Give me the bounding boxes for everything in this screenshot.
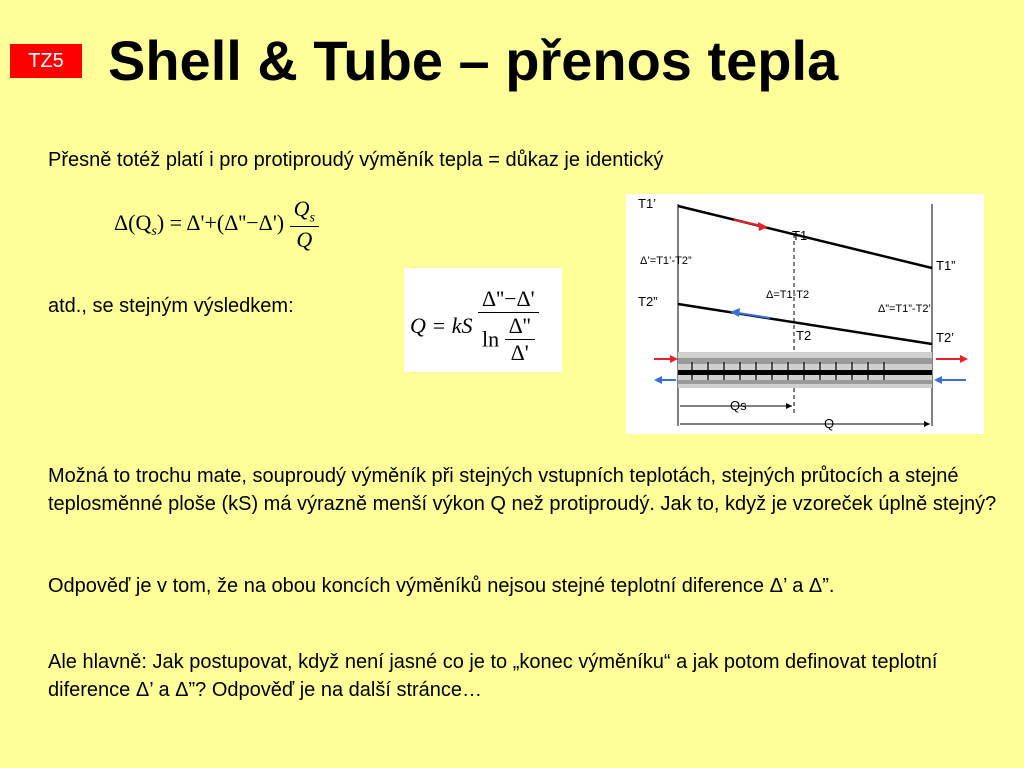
label-delta-mid: Δ=T1-T2 [766, 289, 810, 301]
formula1-num-sub: s [309, 210, 315, 226]
label-t1-double: T1” [936, 258, 956, 273]
label-t2-double: T2” [638, 294, 658, 309]
diagram-svg [626, 194, 984, 434]
formula1-rhs: ) = Δ'+(Δ''−Δ') [156, 209, 285, 235]
tube-wall [678, 370, 932, 375]
cold-flow-arrowhead [730, 308, 740, 317]
label-t1-prime: T1’ [638, 196, 657, 211]
formula1-lhs: Δ(Q [114, 209, 152, 235]
cold-inlet-arrowhead [934, 376, 942, 384]
formula1-lhs-sub: s [151, 224, 157, 240]
hot-outlet-arrowhead [960, 355, 968, 363]
formula-lmtd [404, 268, 562, 372]
tube-shade-top [678, 358, 932, 364]
label-t2: T2 [796, 328, 812, 343]
paragraph-3: Ale hlavně: Jak postupovat, když není jasné co je to „konec výměníku“ a jak potom definovat teplotní diference Δ’ a Δ”? Odpověď je na další stránce… [48, 651, 938, 701]
formula1-fraction [290, 196, 319, 253]
hot-flow-arrow [734, 220, 762, 226]
slide-title: Shell & Tube – přenos tepla [108, 29, 839, 92]
formula1-num: Q [293, 196, 310, 221]
label-q: Q [824, 416, 835, 431]
tube-shade-bottom [678, 380, 932, 384]
label-t1: T1 [792, 228, 808, 243]
formula2-ln: ln [482, 326, 500, 352]
label-t2-prime: T2’ [936, 330, 955, 345]
label-delta-prime: Δ’=T1’-T2” [640, 255, 692, 267]
cold-outlet-arrowhead [654, 376, 662, 384]
formula2-ln-fraction [505, 313, 535, 366]
formula-delta-qs [114, 196, 319, 253]
hot-inlet-arrowhead [670, 355, 678, 363]
paragraph-2: Odpověď je v tom, že na obou koncích výměníků nejsou stejné teplotní diference Δ’ a Δ”. [48, 575, 835, 597]
paragraph-1: Možná to trochu mate, souproudý výměník při stejných vstupních teplotách, stejných průtocích a stejné teplosměnné ploše (kS) má výrazně menší výkon Q než protiproudý. Jak to, když je vzoreček úplně stejný? [48, 465, 997, 515]
hot-flow-arrowhead [758, 222, 768, 231]
label-qs: Qs [730, 398, 747, 413]
slide-badge: TZ5 [10, 44, 82, 78]
qs-dimension-arrowhead [786, 403, 792, 409]
formula2-num: Δ''−Δ' [478, 286, 539, 313]
formula2-lhs: Q = kS [410, 313, 473, 338]
intro-text: Přesně totéž platí i pro protiproudý výměník tepla = důkaz je identický [48, 149, 664, 171]
cold-flow-arrow [738, 313, 770, 318]
result-label: atd., se stejným výsledkem: [48, 295, 294, 317]
formula2-fraction [478, 286, 539, 366]
q-dimension-arrowhead [924, 421, 930, 427]
formula2-ln-den: Δ' [510, 340, 529, 365]
formula2-ln-num: Δ'' [505, 313, 535, 340]
label-delta-double: Δ”=T1”-T2’ [878, 303, 931, 315]
temperature-profile-diagram [626, 194, 984, 434]
formula1-den: Q [296, 227, 313, 253]
